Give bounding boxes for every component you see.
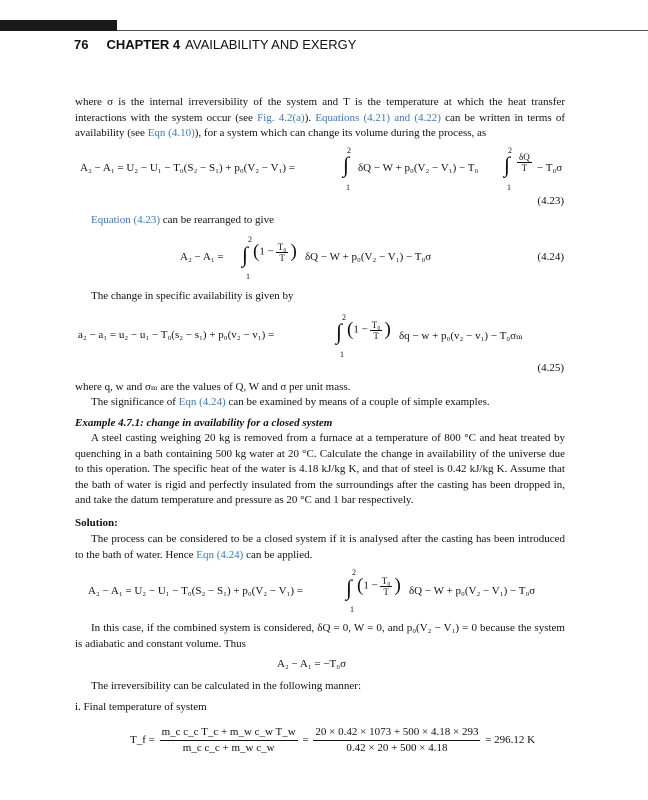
specific-text: The change in specific availability is given by [91,290,294,302]
integral-sign: ∫ [242,242,249,267]
significance-text: The significance of Eqn (4.24) can be examined by means of a couple of simple examples. [91,396,490,408]
fraction: $\frac{\text{T₀}}{T}$ [371,319,381,341]
header-bar [0,20,117,31]
eq-link[interactable]: Eqn (4.24) [178,396,226,408]
equation-number: (4.23) [537,195,564,207]
equation-tf: T_f = $\frac{\text{m\_c c\_c T\_c + m\_w c\_w T\_w}}{\text{m\_c c\_c + m\_w c\_w}}$ = $\frac{20 \times 0.42 \times 1073 + 500 \times 4.18 \times 293}{0.42 \times 20 + 500 \times 4.18}$ = 296.12 K [130,726,536,754]
where-text: where q, w and σₘ are the values of Q, W and σ per unit mass. [75,381,351,393]
chapter-label: CHAPTER 4 [106,37,181,52]
simple-equation: A₂ − A₁ = −T₀σ [277,658,347,670]
example-title: Example 4.7.1: change in availability for a closed system [75,417,333,429]
header-rule [117,30,648,31]
chapter-title: AVAILABILITY AND EXERGY [185,37,357,52]
integral-sign: ∫ [343,152,350,177]
step-item: i. Final temperature of system [75,701,207,713]
integral-sign: ∫ [346,575,353,600]
fraction: $\frac{\delta Q}{T}$ [519,152,530,173]
fraction: $\frac{20 \times 0.42 \times 1073 + 500 \times 4.18 \times 293}{0.42 \times 20 + 500 \times 4.18}$ [315,726,479,754]
combined-text: In this case, if the combined system is considered, δQ = 0, W = 0, and p₀(V₂ − V₁) = 0 because the system is adiabatic and constant volume. Thus [75,622,565,650]
irreversibility-text: The irreversibility can be calculated in the following manner: [91,680,362,692]
eq-link[interactable]: Eqn (4.10) [147,127,195,139]
eq-link[interactable]: Equations (4.21) and (4.22) [315,111,441,124]
integral-sign: ∫ [504,152,511,177]
fraction: $\frac{\text{m\_c c\_c T\_c + m\_w c\_w T\_w}}{\text{m\_c c\_c + m\_w c\_w}}$ [161,726,296,754]
integral-sign: ∫ [336,319,343,344]
equation-number: (4.25) [537,362,564,374]
rearrange-line: Equation (4.23) can be rearranged to give [91,214,274,226]
page-number: 76 [74,37,89,52]
running-header [74,37,356,52]
fraction: $\frac{\text{T₀}}{T}$ [381,575,391,597]
fig-link[interactable]: Fig. 4.2(a) [257,111,305,124]
solution-label: Solution: [75,517,118,529]
eq-link[interactable]: Eqn (4.24) [196,548,244,561]
eq-link[interactable]: Equation (4.23) [91,214,161,226]
example-body: A steel casting weighing 20 kg is removed from a furnace at a temperature of 800 °C and heat treated by quenching in a bath containing 500 kg water at 20 °C. Calculate the change in availability of the universe due to this operation. The specific heat of the water is 4.18 kJ/kg K, and that of steel is 0.42 kJ/kg K. Assume that the bath of water is rigid and perfectly insulated from the surroundings after the casting has been dropped in, and take the datum temperature and pressure as 20 °C and 1 bar respectively. [75,432,565,506]
fraction: $\frac{\text{T₀}}{T}$ [277,241,287,263]
equation-number: (4.24) [537,251,564,263]
solution-text: The process can be considered to be a closed system if it is analysed after the casting has been introduced to the bath of water. Hence Eqn (4.24) can be applied. [75,533,565,561]
intro-paragraph: where σ is the internal irreversibility of the system and T is the temperature at which the heat transfer interactions with the system occur (see Fig. 4.2(a)). Equations (4.21) and (4.22) can be written in terms of availability (see Eqn (4.10)), for a system which can change its volume during the process, as [75,96,565,139]
